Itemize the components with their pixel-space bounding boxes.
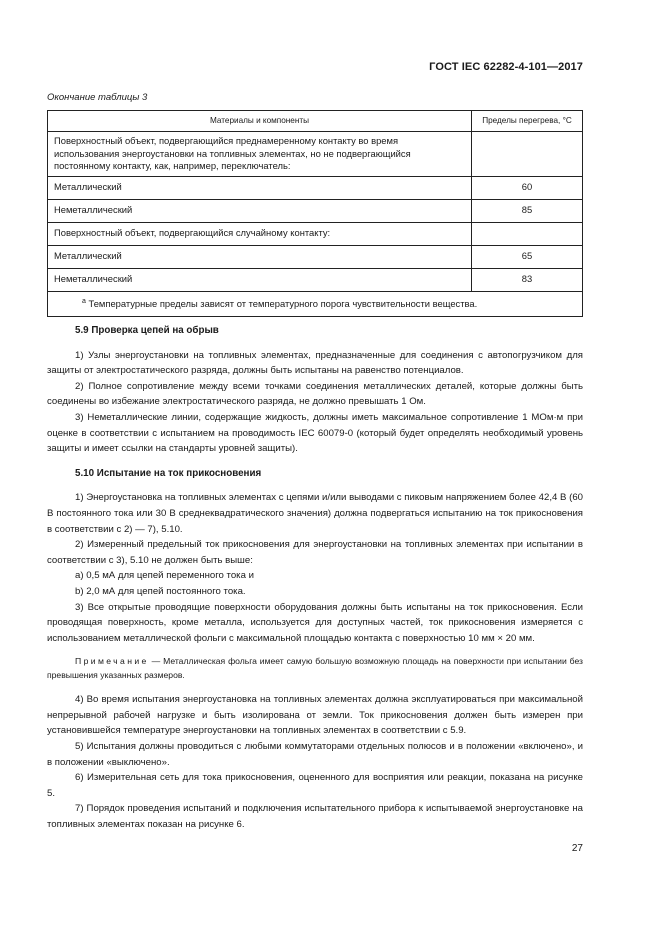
note-label: Примечание <box>75 656 149 667</box>
table-row <box>48 176 583 199</box>
table-header-row <box>48 111 583 132</box>
row-label: Неметаллический <box>48 199 472 222</box>
row-label: Неметаллический <box>48 268 472 291</box>
row-label: Металлический <box>48 245 472 268</box>
table-row <box>48 199 583 222</box>
column-header-limit: Пределы перегрева, °С <box>472 111 583 132</box>
paragraph: 1) Узлы энергоустановки на топливных элементах, предназначенные для соединения с автопогрузчиком для защиты от электростатического разряда, должны быть испытаны на равенство потенциалов. <box>47 349 583 377</box>
footnote-mark: a <box>82 297 86 305</box>
note-text: — Металлическая фольга имеет самую большую возможную площадь на поверхности при испытании без превышения указанных размеров. <box>47 656 583 681</box>
table-row <box>48 132 583 177</box>
paragraph: 2) Полное сопротивление между всеми точками соединения металлических деталей, которые должны быть соединены во избежание электростатического разряда, не должно превышать 1 Ом. <box>47 380 583 408</box>
paragraph: 2) Измеренный предельный ток прикосновения для энергоустановки на топливных элементах при испытании в соответствии с 3), 5.10 не должен быть выше: <box>47 539 583 566</box>
table-row <box>48 222 583 245</box>
row-value: 85 <box>472 199 583 222</box>
list-item: a) 0,5 мА для цепей переменного тока и <box>75 570 254 582</box>
row-value: 65 <box>472 245 583 268</box>
row-label: Поверхностный объект, подвергающийся преднамеренному контакту во время использования энергоустановки на топливных элементах, но не подвергающийся постоянному контакту, как, например, переключатель: <box>48 132 472 177</box>
document-header: ГОСТ IEC 62282-4-101—2017 <box>429 61 583 73</box>
row-label: Металлический <box>48 176 472 199</box>
table-footnote <box>48 291 583 317</box>
paragraph: 4) Во время испытания энергоустановка на топливных элементах должна эксплуатироваться при максимальной непрерывной рабочей нагрузке и быть изолирована от земли. Ток прикосновения должен быть измерен при установившейся температуре энергоустановки на топливных элементах в соответствии с 5.9. <box>47 694 583 737</box>
table-row <box>48 245 583 268</box>
row-label: Поверхностный объект, подвергающийся случайному контакту: <box>48 222 472 245</box>
table-row <box>48 268 583 291</box>
row-value: 60 <box>472 176 583 199</box>
paragraph: 1) Энергоустановка на топливных элементах с цепями и/или выводами с пиковым напряжением более 42,4 В (60 В постоянного тока или 30 В среднеквадратического значения) должна подвергаться испытанию на ток прикосновения в соответствии с 2) — 7), 5.10. <box>47 492 583 535</box>
paragraph: 7) Порядок проведения испытаний и подключения испытательного прибора к испытываемой энергоустановке на топливных элементах показан на рисунке 6. <box>47 803 583 831</box>
overheat-limits-table <box>47 110 583 317</box>
row-value <box>472 222 583 245</box>
list-item: b) 2,0 мА для цепей постоянного тока. <box>75 585 246 597</box>
paragraph: 5) Испытания должны проводиться с любыми коммутаторами отдельных полюсов и в положении «включено», и в положении «выключено». <box>47 741 583 768</box>
page-number: 27 <box>571 843 583 854</box>
paragraph: 6) Измерительная сеть для тока прикосновения, оцененного для восприятия или реакции, показана на рисунке 5. <box>47 772 583 799</box>
section-5-9-title: 5.9 Проверка цепей на обрыв <box>75 325 219 336</box>
row-value: 83 <box>472 268 583 291</box>
note <box>47 654 583 682</box>
row-value <box>472 132 583 177</box>
paragraph: 3) Все открытые проводящие поверхности оборудования должны быть испытаны на ток прикосновения. Если проводящая поверхность, кроме металла, используется для доступных частей, ток прикосновения измеряется с использованием металлической фольги с максимальной площадью контакта с поверхностью 10 мм × 20 мм. <box>47 601 583 644</box>
paragraph: 3) Неметаллические линии, содержащие жидкость, должны иметь максимальное сопротивление 1 МОм·м при оценке в соответствии с испытанием на проводимость IEC 60079-0 (который будет определять необходимый уровень защиты и имеет ссылки на стандарты уровней защиты). <box>47 411 583 455</box>
footnote-text: Температурные пределы зависят от температурного порога чувствительности вещества. <box>88 297 478 309</box>
main-text <box>47 323 583 833</box>
table-caption: Окончание таблицы 3 <box>47 92 148 103</box>
section-5-10-title: 5.10 Испытание на ток прикосновения <box>75 467 262 479</box>
column-header-materials: Материалы и компоненты <box>48 111 472 132</box>
table-footnote-row <box>48 291 583 317</box>
